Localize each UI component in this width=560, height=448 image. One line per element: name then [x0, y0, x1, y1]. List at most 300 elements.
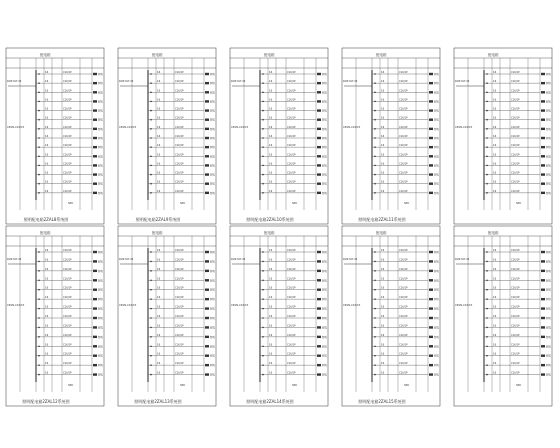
circuit-rating: 16 [381, 135, 385, 138]
breaker-symbol [38, 308, 40, 310]
circuit-breaker-type: C16/1P [63, 98, 72, 102]
circuit-rating: 16 [493, 333, 497, 337]
load-marker [93, 336, 97, 338]
load-label: 照明 [322, 91, 327, 95]
circuit-rating: 16 [269, 171, 273, 175]
load-marker [93, 82, 97, 84]
load-label: 照明 [546, 269, 551, 273]
load-label: 照明 [210, 269, 215, 273]
circuit-breaker-type: C16/1P [287, 286, 296, 290]
circuit-breaker-type: C16/1P [399, 249, 408, 252]
circuit-breaker-type: C16/1P [287, 189, 296, 193]
panel-header-label: 配电箱 [264, 53, 275, 57]
circuit-rating: 16 [493, 315, 497, 318]
panel-frame [454, 226, 552, 406]
load-marker [541, 183, 545, 185]
breaker-symbol [262, 73, 264, 75]
circuit-breaker-type: C16/1P [175, 371, 184, 375]
circuit-rating: 16 [269, 107, 273, 111]
load-label: 照明 [434, 173, 439, 177]
circuit-rating: 16 [381, 371, 385, 375]
circuit-rating: 16 [381, 98, 385, 102]
breaker-symbol [38, 192, 40, 194]
circuit-breaker-type: C16/1P [399, 277, 408, 281]
breaker-symbol [486, 289, 488, 291]
circuit-rating: 16 [157, 286, 161, 290]
breaker-symbol [38, 101, 40, 103]
load-label: 照明 [210, 307, 215, 311]
load-marker [541, 270, 545, 272]
load-marker [541, 345, 545, 347]
load-marker [205, 137, 209, 139]
circuit-rating: 16 [493, 296, 497, 300]
breaker-symbol [262, 110, 264, 112]
circuit-breaker-type: C16/1P [287, 258, 296, 262]
breaker-symbol [262, 336, 264, 338]
breaker-symbol [38, 155, 40, 157]
load-marker [93, 298, 97, 300]
load-marker [541, 128, 545, 130]
circuit-breaker-type: C16/1P [511, 267, 520, 271]
load-marker [429, 183, 433, 185]
load-marker [429, 146, 433, 148]
breaker-symbol [374, 355, 376, 357]
load-label: 照明 [98, 279, 103, 283]
load-marker [317, 355, 321, 357]
circuit-breaker-type: C16/1P [175, 171, 184, 175]
load-label: 照明 [434, 326, 439, 330]
circuit-breaker-type: C16/1P [399, 89, 408, 93]
circuit-breaker-type: C16/1P [63, 315, 72, 318]
load-marker [93, 164, 97, 166]
circuit-rating: 16 [381, 296, 385, 300]
breaker-symbol [150, 251, 152, 253]
panel-caption: 照明配电箱2ZAL14系统图 [246, 399, 294, 404]
circuit-rating: 16 [45, 144, 49, 148]
breaker-symbol [374, 119, 376, 121]
breaker-symbol [262, 146, 264, 148]
circuit-breaker-type: C16/1P [63, 286, 72, 290]
circuit-breaker-type: C16/1P [287, 305, 296, 309]
breaker-symbol [262, 327, 264, 329]
circuit-rating: 16 [45, 89, 49, 93]
load-marker [93, 289, 97, 291]
panel-header-label: 配电箱 [376, 53, 387, 57]
breaker-symbol [374, 289, 376, 291]
breaker-symbol [38, 183, 40, 185]
breaker-symbol [38, 174, 40, 176]
incoming-breaker-label: DZ47LE-32 [7, 80, 22, 83]
load-label: 照明 [546, 326, 551, 330]
circuit-breaker-type: C16/1P [399, 116, 408, 120]
breaker-symbol [150, 110, 152, 112]
circuit-breaker-type: C16/1P [399, 362, 408, 366]
breaker-symbol [150, 317, 152, 319]
circuit-rating: 16 [157, 362, 161, 366]
load-marker [205, 73, 209, 75]
circuit-breaker-type: C16/1P [175, 116, 184, 120]
circuit-rating: 16 [493, 324, 497, 328]
load-label: 照明 [98, 82, 103, 86]
circuit-rating: 16 [45, 305, 49, 309]
circuit-rating: 16 [157, 333, 161, 337]
load-label: 照明 [322, 317, 327, 320]
load-marker [205, 336, 209, 338]
schematic-panel [342, 226, 440, 406]
circuit-breaker-type: C16/1P [511, 305, 520, 309]
load-marker [205, 364, 209, 366]
breaker-symbol [486, 82, 488, 84]
breaker-symbol [374, 327, 376, 329]
breaker-symbol [38, 251, 40, 253]
circuit-breaker-type: C16/1P [287, 171, 296, 175]
circuit-breaker-type: C16/1P [511, 107, 520, 111]
load-marker [93, 345, 97, 347]
load-marker [429, 326, 433, 328]
load-marker [317, 82, 321, 84]
circuit-rating: 16 [381, 258, 385, 262]
load-label: 照明 [98, 173, 103, 177]
load-label: 照明 [546, 354, 551, 358]
circuit-breaker-type: C16/1P [63, 296, 72, 300]
circuit-rating: 16 [157, 171, 161, 175]
circuit-rating: 16 [493, 305, 497, 309]
breaker-symbol [374, 298, 376, 300]
circuit-rating: 16 [381, 315, 385, 318]
circuit-breaker-type: C16/1P [399, 258, 408, 262]
circuit-breaker-type: C16/1P [287, 80, 296, 84]
circuit-rating: 16 [493, 286, 497, 290]
circuit-rating: 16 [45, 324, 49, 328]
load-marker [541, 146, 545, 148]
circuit-rating: 16 [157, 116, 161, 120]
load-marker [205, 373, 209, 375]
load-marker [541, 307, 545, 309]
circuit-breaker-type: C16/1P [399, 189, 408, 193]
breaker-symbol [262, 364, 264, 366]
load-marker [205, 183, 209, 185]
breaker-symbol [486, 355, 488, 357]
circuit-rating: 16 [157, 162, 161, 166]
breaker-symbol [374, 345, 376, 347]
load-marker [317, 289, 321, 291]
circuit-rating: 16 [45, 125, 49, 129]
load-label: 照明 [434, 155, 439, 159]
load-marker [429, 336, 433, 338]
breaker-symbol [38, 327, 40, 329]
circuit-breaker-type: C16/1P [511, 144, 520, 148]
breaker-symbol [374, 279, 376, 281]
circuit-breaker-type: C16/1P [511, 171, 520, 175]
breaker-symbol [150, 355, 152, 357]
load-marker [317, 336, 321, 338]
circuit-breaker-type: C16/1P [287, 343, 296, 347]
circuit-rating: 16 [493, 107, 497, 111]
load-marker [93, 326, 97, 328]
circuit-breaker-type: C16/1P [399, 305, 408, 309]
circuit-rating: 16 [45, 189, 49, 193]
breaker-symbol [150, 192, 152, 194]
load-marker [205, 82, 209, 84]
breaker-symbol [262, 119, 264, 121]
breaker-symbol [150, 155, 152, 157]
load-marker [541, 73, 545, 75]
load-label: 照明 [98, 335, 103, 339]
load-marker [317, 307, 321, 309]
load-marker [93, 173, 97, 175]
load-marker [317, 137, 321, 139]
circuit-rating: 16 [381, 107, 385, 111]
circuit-breaker-type: C16/1P [287, 144, 296, 148]
circuit-rating: 16 [157, 267, 161, 271]
load-marker [93, 128, 97, 130]
load-marker [205, 109, 209, 111]
incoming-spec: C65N-C16/1P [455, 126, 473, 129]
load-label: 照明 [98, 298, 103, 302]
load-label: 照明 [434, 354, 439, 358]
circuit-rating: 16 [269, 352, 273, 356]
load-marker [541, 336, 545, 338]
load-marker [93, 146, 97, 148]
breaker-symbol [262, 101, 264, 103]
spd-label: SPD [516, 202, 522, 205]
panel-header-label: 配电箱 [40, 53, 51, 57]
breaker-symbol [38, 364, 40, 366]
breaker-symbol [374, 261, 376, 263]
breaker-symbol [38, 317, 40, 319]
circuit-breaker-type: C16/1P [175, 277, 184, 281]
load-label: 照明 [98, 307, 103, 311]
circuit-breaker-type: C16/1P [175, 286, 184, 290]
circuit-breaker-type: C16/1P [511, 296, 520, 300]
spd-label: SPD [68, 384, 74, 387]
panel-caption: 照明配电箱2ZAL13系统图 [134, 399, 182, 404]
load-marker [429, 345, 433, 347]
circuit-rating: 16 [493, 277, 497, 281]
breaker-symbol [38, 261, 40, 263]
circuit-breaker-type: C16/1P [287, 107, 296, 111]
load-label: 照明 [210, 251, 215, 254]
load-marker [541, 251, 545, 253]
circuit-breaker-type: C16/1P [175, 333, 184, 337]
circuit-rating: 16 [381, 80, 385, 84]
breaker-symbol [150, 345, 152, 347]
circuit-breaker-type: C16/1P [175, 267, 184, 271]
load-label: 照明 [210, 260, 215, 264]
load-label: 照明 [322, 373, 327, 377]
circuit-breaker-type: C16/1P [399, 343, 408, 347]
load-label: 照明 [210, 191, 215, 195]
load-label: 照明 [546, 364, 551, 368]
breaker-symbol [486, 174, 488, 176]
circuit-breaker-type: C16/1P [63, 189, 72, 193]
circuit-breaker-type: C16/1P [63, 162, 72, 166]
load-label: 照明 [210, 182, 215, 186]
breaker-symbol [374, 91, 376, 93]
panel-header-label: 配电箱 [152, 53, 163, 57]
circuit-breaker-type: C16/1P [287, 277, 296, 281]
load-label: 照明 [98, 118, 103, 122]
load-marker [317, 364, 321, 366]
circuit-breaker-type: C16/1P [511, 125, 520, 129]
breaker-symbol [486, 270, 488, 272]
load-label: 照明 [434, 317, 439, 320]
circuit-rating: 16 [157, 258, 161, 262]
circuit-rating: 16 [269, 80, 273, 84]
spd-label: SPD [180, 202, 186, 205]
circuit-breaker-type: C16/1P [287, 71, 296, 74]
load-label: 照明 [210, 364, 215, 368]
load-label: 照明 [434, 345, 439, 349]
circuit-rating: 16 [269, 189, 273, 193]
schematic-panel [454, 48, 552, 224]
breaker-symbol [262, 251, 264, 253]
load-marker [205, 251, 209, 253]
load-marker [317, 146, 321, 148]
load-marker [317, 270, 321, 272]
load-marker [93, 183, 97, 185]
circuit-rating: 16 [381, 71, 385, 74]
load-label: 照明 [546, 82, 551, 86]
load-label: 照明 [98, 373, 103, 377]
load-marker [317, 73, 321, 75]
circuit-breaker-type: C16/1P [399, 315, 408, 318]
load-label: 照明 [434, 335, 439, 339]
circuit-rating: 16 [269, 249, 273, 252]
circuit-breaker-type: C16/1P [175, 125, 184, 129]
breaker-symbol [486, 119, 488, 121]
circuit-breaker-type: C16/1P [399, 107, 408, 111]
load-marker [541, 82, 545, 84]
circuit-rating: 16 [45, 153, 49, 157]
load-marker [429, 289, 433, 291]
breaker-symbol [486, 146, 488, 148]
load-label: 照明 [322, 109, 327, 113]
load-label: 照明 [322, 345, 327, 349]
circuit-rating: 16 [157, 180, 161, 184]
circuit-breaker-type: C16/1P [175, 296, 184, 300]
load-marker [429, 109, 433, 111]
circuit-rating: 16 [269, 153, 273, 157]
circuit-rating: 16 [45, 71, 49, 74]
load-label: 照明 [322, 191, 327, 195]
schematic-panel [118, 226, 216, 406]
circuit-breaker-type: C16/1P [399, 296, 408, 300]
breaker-symbol [262, 270, 264, 272]
circuit-breaker-type: C16/1P [399, 333, 408, 337]
load-marker [205, 146, 209, 148]
incoming-breaker-label: DZ47LE-32 [119, 80, 134, 83]
load-label: 照明 [546, 109, 551, 113]
load-label: 照明 [322, 326, 327, 330]
circuit-rating: 16 [381, 249, 385, 252]
circuit-rating: 16 [493, 352, 497, 356]
load-label: 照明 [210, 345, 215, 349]
circuit-breaker-type: C16/1P [399, 324, 408, 328]
breaker-symbol [150, 364, 152, 366]
load-label: 照明 [546, 146, 551, 150]
spd-label: SPD [404, 202, 410, 205]
load-label: 照明 [210, 73, 215, 76]
load-label: 照明 [546, 335, 551, 339]
load-label: 照明 [98, 288, 103, 292]
load-label: 照明 [322, 182, 327, 186]
breaker-symbol [374, 270, 376, 272]
load-marker [541, 355, 545, 357]
panel-frame [342, 226, 440, 406]
breaker-symbol [38, 165, 40, 167]
load-marker [317, 260, 321, 262]
load-marker [541, 373, 545, 375]
load-label: 照明 [434, 118, 439, 122]
circuit-breaker-type: C16/1P [511, 162, 520, 166]
panel-header-label: 配电箱 [488, 231, 499, 235]
load-label: 照明 [98, 127, 103, 131]
incoming-spec: C65N-C16/1P [343, 304, 361, 307]
circuit-breaker-type: C16/1P [399, 267, 408, 271]
load-marker [93, 279, 97, 281]
load-marker [205, 128, 209, 130]
circuit-rating: 16 [45, 315, 49, 318]
load-label: 照明 [546, 191, 551, 195]
load-label: 照明 [210, 298, 215, 302]
load-marker [429, 373, 433, 375]
load-label: 照明 [210, 354, 215, 358]
circuit-breaker-type: C16/1P [287, 180, 296, 184]
load-label: 照明 [98, 182, 103, 186]
load-marker [205, 270, 209, 272]
circuit-breaker-type: C16/1P [63, 258, 72, 262]
circuit-rating: 16 [269, 89, 273, 93]
breaker-symbol [486, 137, 488, 139]
circuit-rating: 16 [381, 162, 385, 166]
load-label: 照明 [210, 164, 215, 168]
circuit-breaker-type: C16/1P [63, 343, 72, 347]
breaker-symbol [38, 128, 40, 130]
circuit-breaker-type: C16/1P [287, 116, 296, 120]
breaker-symbol [150, 119, 152, 121]
circuit-rating: 16 [157, 189, 161, 193]
load-marker [205, 298, 209, 300]
breaker-symbol [262, 155, 264, 157]
circuit-rating: 16 [269, 362, 273, 366]
breaker-symbol [38, 270, 40, 272]
circuit-breaker-type: C16/1P [511, 80, 520, 84]
circuit-rating: 16 [45, 249, 49, 252]
load-label: 照明 [98, 345, 103, 349]
circuit-breaker-type: C16/1P [63, 80, 72, 84]
breaker-symbol [486, 345, 488, 347]
load-marker [317, 251, 321, 253]
circuit-breaker-type: C16/1P [287, 315, 296, 318]
load-label: 照明 [434, 146, 439, 150]
schematic-panel [118, 48, 216, 224]
load-marker [317, 119, 321, 121]
load-marker [429, 82, 433, 84]
breaker-symbol [38, 119, 40, 121]
circuit-breaker-type: C16/1P [511, 286, 520, 290]
breaker-symbol [374, 374, 376, 376]
circuit-rating: 16 [269, 315, 273, 318]
load-label: 照明 [210, 127, 215, 131]
circuit-rating: 16 [493, 362, 497, 366]
load-label: 照明 [98, 100, 103, 104]
circuit-rating: 16 [493, 180, 497, 184]
load-marker [317, 183, 321, 185]
breaker-symbol [374, 101, 376, 103]
load-label: 照明 [546, 251, 551, 254]
circuit-breaker-type: C16/1P [511, 135, 520, 138]
